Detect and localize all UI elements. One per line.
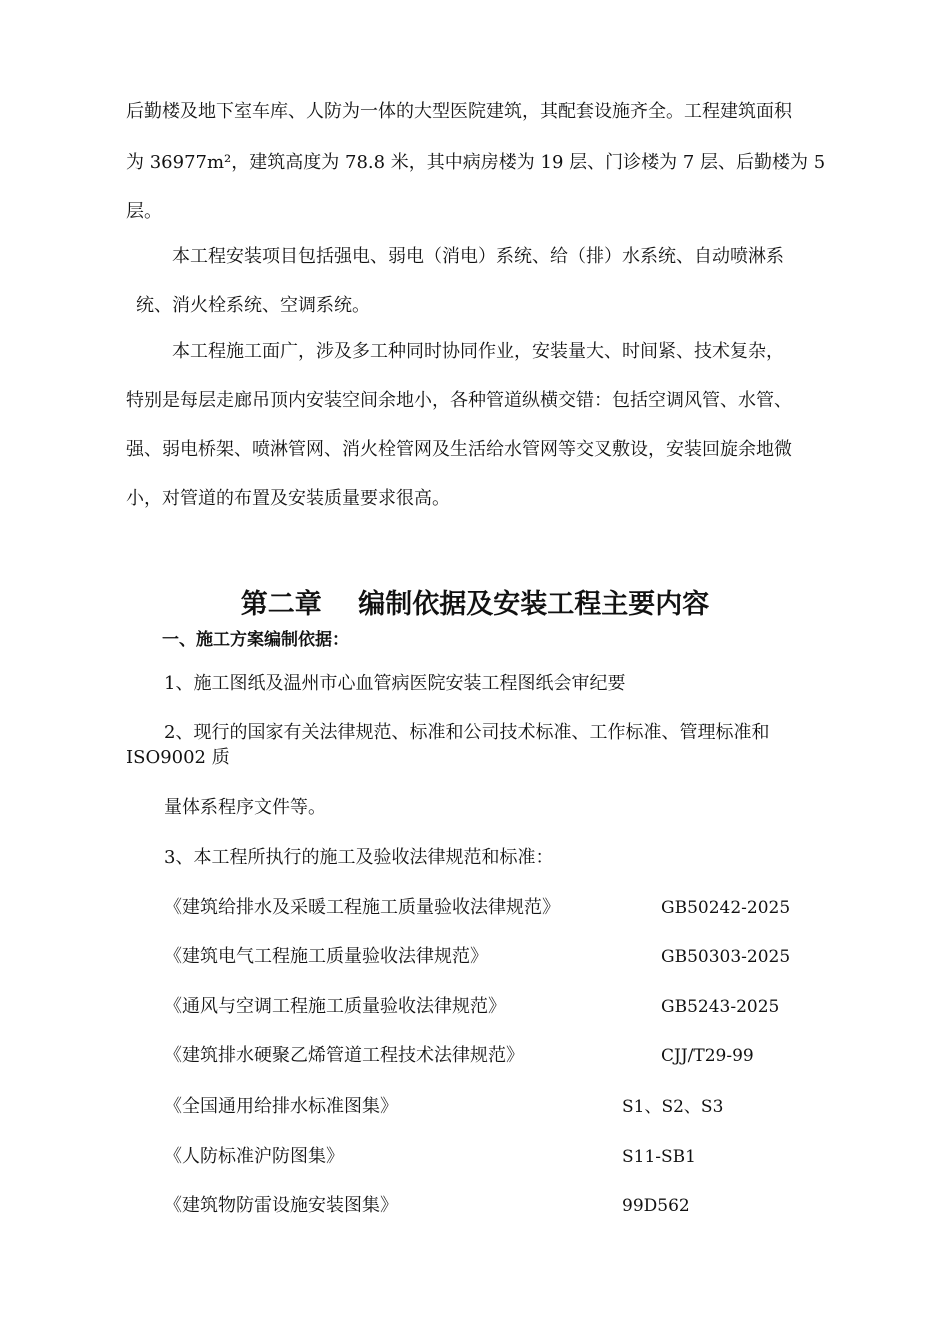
standard-title-2: 《建筑电气工程施工质量验收法律规范》: [164, 946, 488, 967]
standard-title-6: 《人防标准沪防图集》: [164, 1146, 344, 1167]
intro-line-5: 统、消火栓系统、空调系统。: [136, 295, 370, 316]
standard-code-1: GB50242-2025: [661, 898, 791, 918]
intro-line-8: 强、弱电桥架、喷淋管网、消火栓管网及生活给水管网等交叉敷设，安装回旋余地微: [126, 439, 792, 460]
basis-item-3: 3、本工程所执行的施工及验收法律规范和标准：: [164, 847, 554, 868]
standard-title-4: 《建筑排水硬聚乙烯管道工程技术法律规范》: [164, 1045, 524, 1066]
basis-item-1: 1、施工图纸及温州市心血管病医院安装工程图纸会审纪要: [164, 673, 626, 694]
standard-code-5: S1、S2、S3: [622, 1097, 724, 1117]
basis-item-2-cont: ISO9002 质: [126, 747, 230, 768]
standard-code-3: GB5243-2025: [661, 997, 780, 1017]
section-heading: 一、施工方案编制依据：: [162, 630, 349, 650]
standard-title-1: 《建筑给排水及采暖工程施工质量验收法律规范》: [164, 897, 560, 918]
intro-line-1: 后勤楼及地下室车库、人防为一体的大型医院建筑，其配套设施齐全。工程建筑面积: [126, 101, 792, 122]
intro-line-4: 本工程安装项目包括强电、弱电（消电）系统、给（排）水系统、自动喷淋系: [172, 246, 784, 267]
chapter-title: 第二章 编制依据及安装工程主要内容: [240, 589, 710, 620]
standard-code-7: 99D562: [622, 1196, 690, 1216]
standard-title-5: 《全国通用给排水标准图集》: [164, 1096, 398, 1117]
standard-code-4: CJJ/T29-99: [661, 1046, 754, 1066]
basis-item-2: 2、现行的国家有关法律规范、标准和公司技术标准、工作标准、管理标准和: [164, 722, 770, 743]
standard-code-6: S11-SB1: [622, 1147, 696, 1167]
basis-item-2-tail: 量体系程序文件等。: [164, 797, 326, 818]
standard-title-7: 《建筑物防雷设施安装图集》: [164, 1195, 398, 1216]
intro-line-7: 特别是每层走廊吊顶内安装空间余地小，各种管道纵横交错：包括空调风管、水管、: [126, 390, 792, 411]
standard-title-3: 《通风与空调工程施工质量验收法律规范》: [164, 996, 506, 1017]
standard-code-2: GB50303-2025: [661, 947, 791, 967]
intro-line-3: 层。: [126, 201, 162, 222]
intro-line-6: 本工程施工面广，涉及多工种同时协同作业，安装量大、时间紧、技术复杂，: [172, 341, 784, 362]
intro-line-9: 小，对管道的布置及安装质量要求很高。: [126, 488, 450, 509]
intro-line-2: 为 36977m²，建筑高度为 78.8 米，其中病房楼为 19 层、门诊楼为 7 层、后勤楼为 5: [126, 152, 826, 173]
